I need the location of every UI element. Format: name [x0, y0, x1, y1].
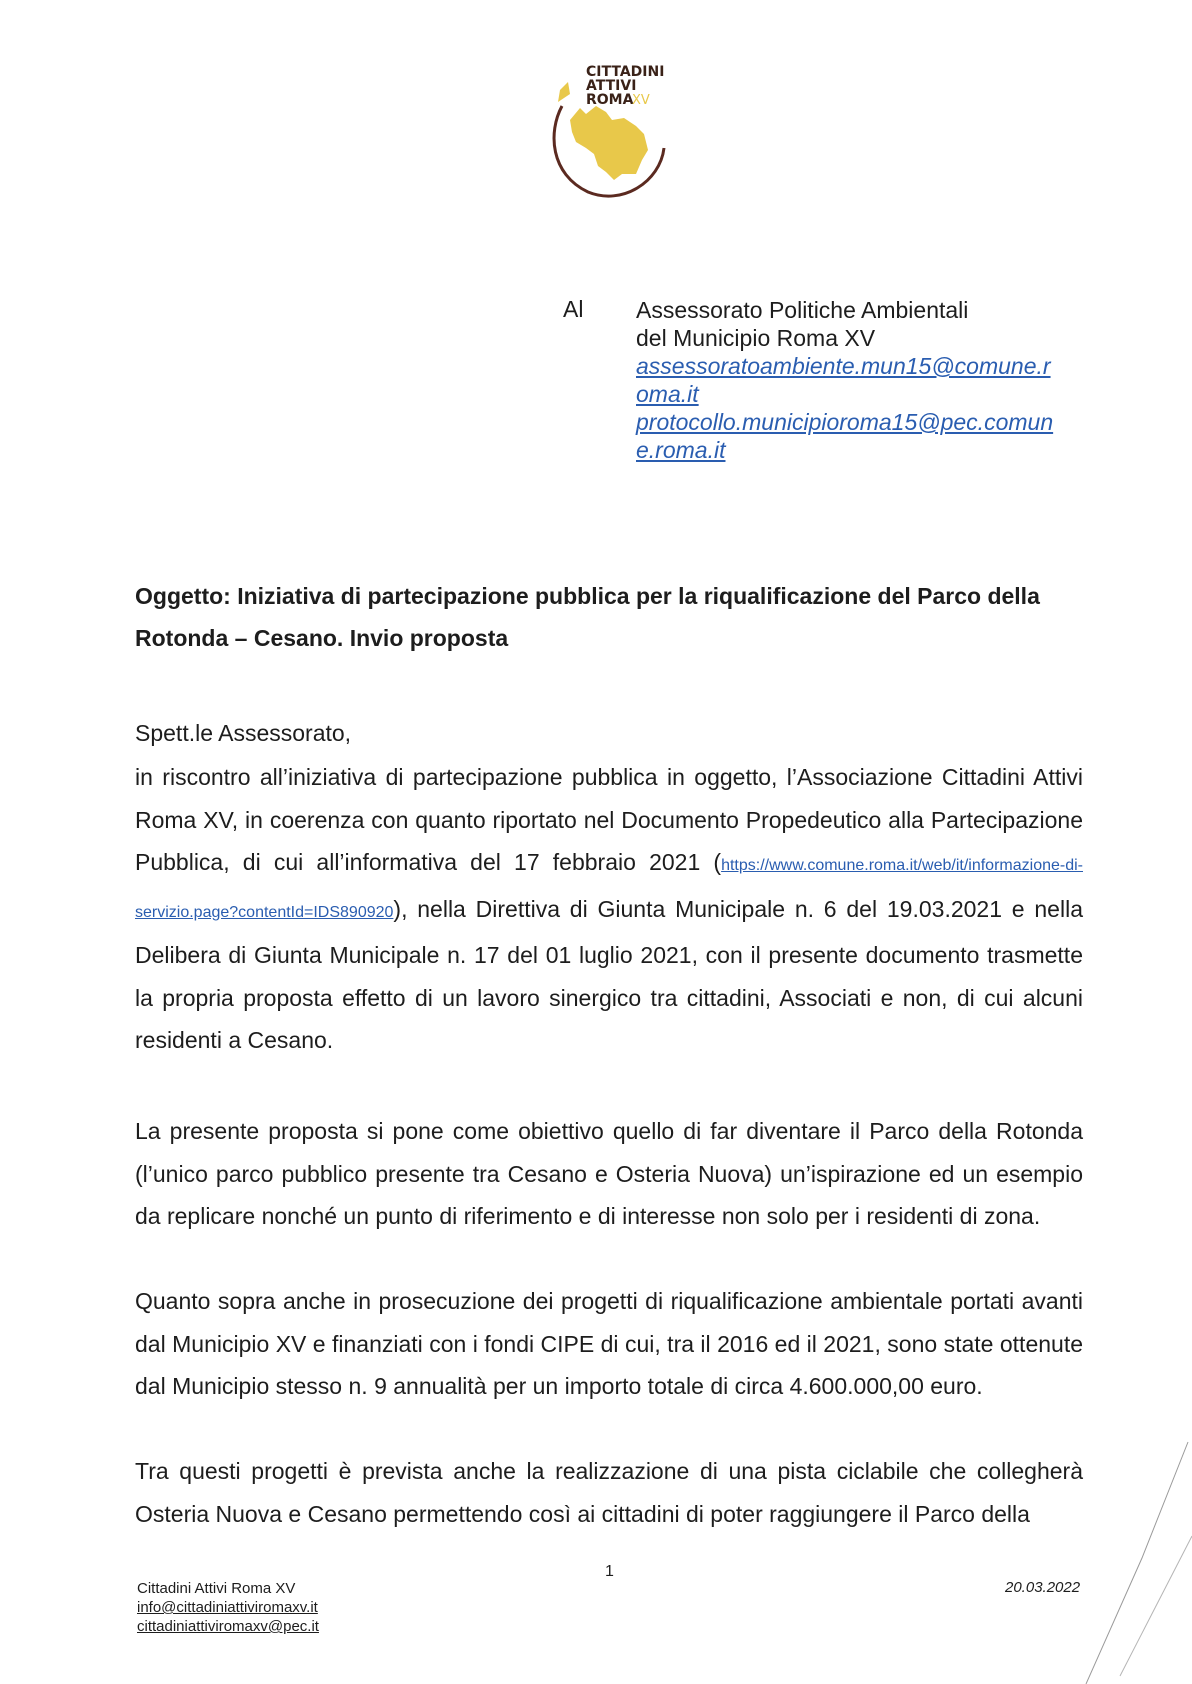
association-logo [540, 62, 670, 198]
salutation: Spett.le Assessorato, [135, 720, 352, 746]
body-paragraph-2: La presente proposta si pone come obiettivo quello di far diventare il Parco della Rotonda (l’unico parco pubblico presente tra Cesano e Osteria Nuova) un’ispirazione ed un esempio da replicare nonché un punto di riferimento e di interesse non solo per i residenti di zona. [135, 1118, 1083, 1229]
logo-text-line3: ROMA [586, 92, 634, 108]
recipient-block [636, 296, 1081, 464]
body-paragraph-4: Tra questi progetti è prevista anche la realizzazione di una pista ciclabile che collegherà Osteria Nuova e Cesano permettendo così ai cittadini di poter raggiungere il Parco della [135, 1458, 1083, 1527]
scan-edge-marks [1080, 1440, 1192, 1684]
recipient-line1: Assessorato Politiche Ambientali [636, 297, 969, 323]
footer-email-link[interactable]: info@cittadiniattiviromaxv.it [137, 1599, 318, 1616]
logo-text-line1: CITTADINI [586, 64, 665, 80]
logo-text-line2: ATTIVI [586, 78, 637, 94]
recipient-line2: del Municipio Roma XV [636, 325, 876, 351]
logo-text-roman-numeral: XV [632, 93, 650, 108]
body-paragraph-1 [135, 756, 1083, 1062]
recipient-label: Al [563, 296, 584, 322]
footer-contacts [137, 1579, 319, 1636]
recipient-email-link-part1[interactable]: assessoratoambiente.mun15@comune.r [636, 353, 1051, 379]
recipient-pec-link-part1[interactable]: protocollo.municipioroma15@pec.comun [636, 409, 1054, 435]
logo-graphic [540, 62, 670, 198]
footer-org-name: Cittadini Attivi Roma XV [137, 1580, 296, 1597]
p1-text-after: ), nella Direttiva di Giunta Municipale n. 6 del 19.03.2021 e nella Delibera di Giunta Municipale n. 17 del 01 luglio 2021, con il presente documento trasmette la propria proposta effetto di un lavoro sinergico tra cittadini, Associati e non, di cui alcuni residenti a Cesano. [135, 895, 1083, 1053]
informativa-link[interactable]: https://www.comune.roma.it/web/it/informazione-di-servizio.page?contentId=IDS890920 [135, 857, 1083, 921]
recipient-pec-link-part2[interactable]: e.roma.it [636, 437, 726, 463]
p1-text-before: in riscontro all’iniziativa di partecipazione pubblica in oggetto, l’Associazione Cittadini Attivi Roma XV, in coerenza con quanto riportato nel Documento Propedeutico alla Partecipazione Pubblica, di cui all’informativa del 17 febbraio 2021 ( [135, 764, 1083, 875]
recipient-email-link-part2[interactable]: oma.it [636, 381, 699, 407]
footer-date: 20.03.2022 [1005, 1579, 1081, 1596]
letter-subject: Oggetto: Iniziativa di partecipazione pubblica per la riqualificazione del Parco della Rotonda – Cesano. Invio proposta [135, 583, 1040, 651]
page-number: 1 [605, 1563, 614, 1580]
footer-pec-link[interactable]: cittadiniattiviromaxv@pec.it [137, 1618, 319, 1635]
body-paragraph-3: Quanto sopra anche in prosecuzione dei progetti di riqualificazione ambientale portati avanti dal Municipio XV e finanziati con i fondi CIPE di cui, tra il 2016 ed il 2021, sono state ottenute dal Municipio stesso n. 9 annualità per un importo totale di circa 4.600.000,00 euro. [135, 1288, 1083, 1399]
